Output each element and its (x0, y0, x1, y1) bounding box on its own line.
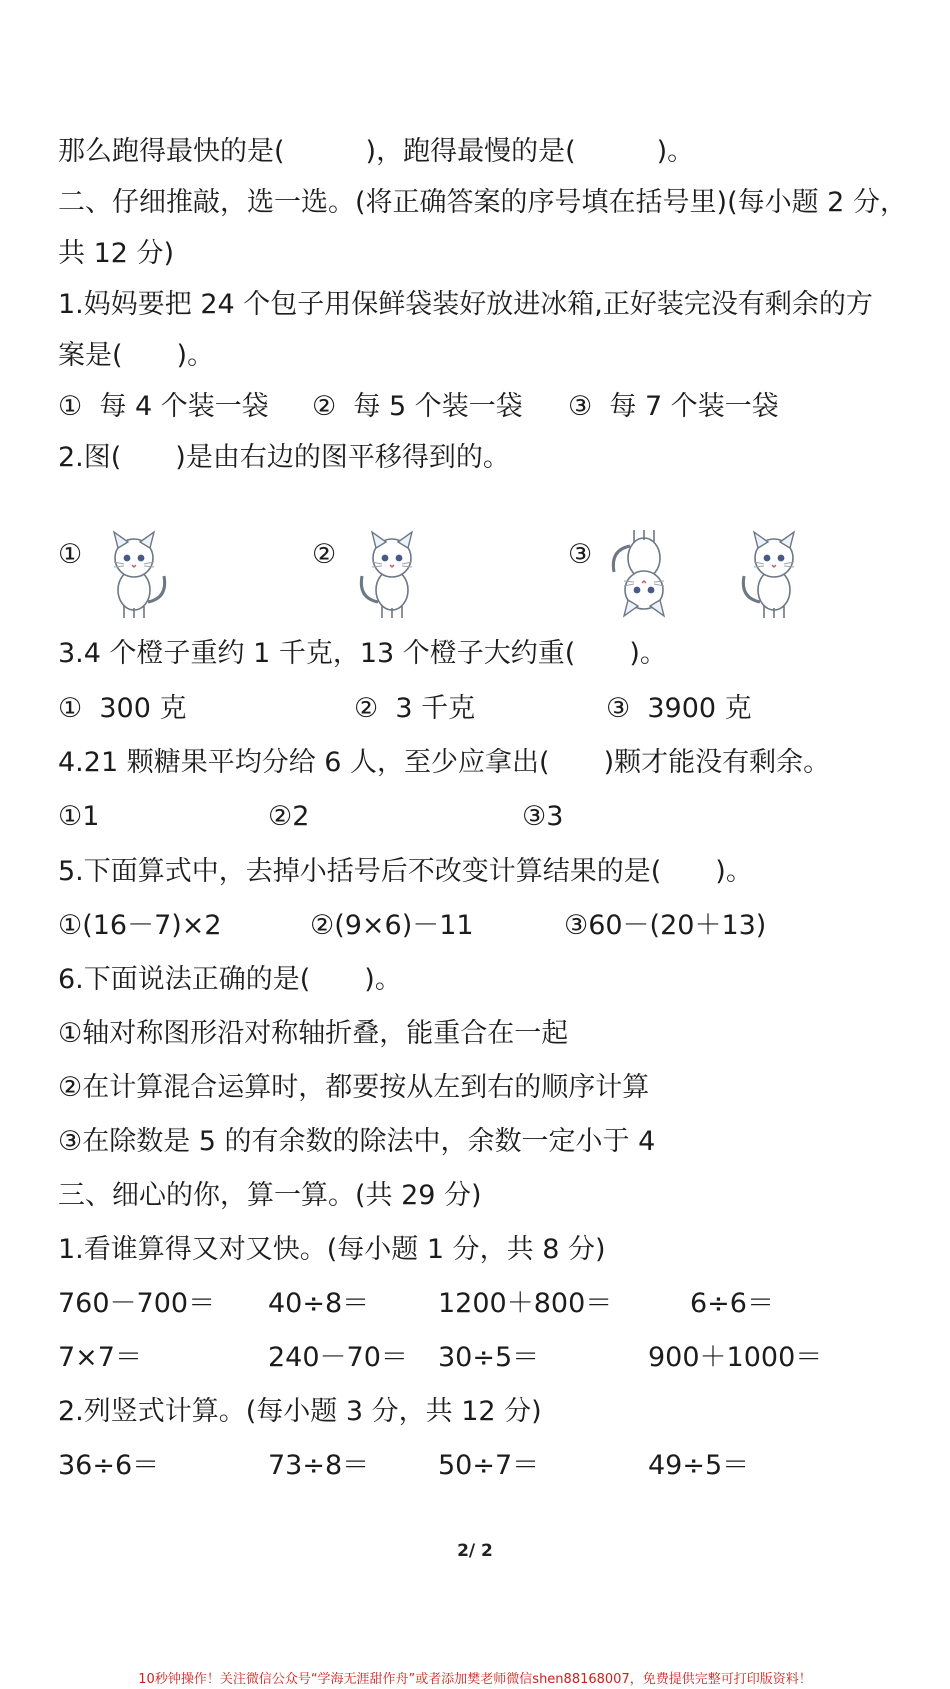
q4-option-2: ②2 (268, 801, 310, 832)
q4-option-3: ③3 (522, 801, 564, 832)
calc-item: 760－700＝ (58, 1288, 216, 1319)
calc-item: 40÷8＝ (268, 1288, 370, 1319)
q3-option-3: ③ 3900 克 (606, 693, 752, 724)
calc-item: 50÷7＝ (438, 1450, 540, 1481)
q2-option-3: ③ (568, 539, 593, 570)
q6-option-3: ③在除数是 5 的有余数的除法中，余数一定小于 4 (58, 1126, 656, 1157)
calc-item: 1200＋800＝ (438, 1288, 613, 1319)
q5-option-3: ③60－(20＋13) (564, 910, 767, 941)
q6-option-1: ①轴对称图形沿对称轴折叠，能重合在一起 (58, 1018, 569, 1049)
question-3: 3.4 个橙子重约 1 千克，13 个橙子大约重( )。 (58, 638, 667, 669)
page-number: 2/ 2 (457, 1541, 493, 1561)
cat-image-reference (734, 528, 814, 620)
q1-option-2: ② 每 5 个装一袋 (312, 391, 523, 422)
section-3-heading: 三、细心的你，算一算。(共 29 分) (58, 1180, 482, 1211)
section-2-heading: 二、仔细推敲，选一选。(将正确答案的序号填在括号里)(每小题 2 分， (58, 187, 907, 218)
question-4: 4.21 颗糖果平均分给 6 人，至少应拿出( )颗才能没有剩余。 (58, 747, 831, 778)
q2-option-1: ① (58, 539, 83, 570)
calc-item: 240－70＝ (268, 1342, 408, 1373)
q3-option-2: ② 3 千克 (354, 693, 476, 724)
q5-option-1: ①(16－7)×2 (58, 910, 222, 941)
cat-image-option-2 (352, 528, 432, 620)
question-1-cont: 案是( )。 (58, 340, 215, 371)
q1-option-1: ① 每 4 个装一袋 (58, 391, 269, 422)
q3-option-1: ① 300 克 (58, 693, 187, 724)
q4-option-1: ①1 (58, 801, 100, 832)
question-5: 5.下面算式中，去掉小括号后不改变计算结果的是( )。 (58, 856, 753, 887)
footer-notice: 10秒钟操作！关注微信公众号“学海无涯甜作舟”或者添加樊老师微信shen88168007，免费提供完整可打印版资料！ (138, 1672, 812, 1687)
section-3-question-1: 1.看谁算得又对又快。(每小题 1 分，共 8 分) (58, 1234, 606, 1265)
calc-item: 7×7＝ (58, 1342, 142, 1373)
question-continuation: 那么跑得最快的是( )，跑得最慢的是( )。 (58, 136, 695, 167)
calc-item: 49÷5＝ (648, 1450, 750, 1481)
cat-image-option-3-rotated (604, 528, 684, 620)
question-6: 6.下面说法正确的是( )。 (58, 964, 402, 995)
calc-item: 30÷5＝ (438, 1342, 540, 1373)
question-2: 2.图( )是由右边的图平移得到的。 (58, 442, 510, 473)
calc-item: 36÷6＝ (58, 1450, 160, 1481)
q2-option-2: ② (312, 539, 337, 570)
calc-item: 73÷8＝ (268, 1450, 370, 1481)
section-2-heading-cont: 共 12 分) (58, 238, 175, 269)
cat-image-option-1 (94, 528, 174, 620)
q1-option-3: ③ 每 7 个装一袋 (568, 391, 779, 422)
q6-option-2: ②在计算混合运算时，都要按从左到右的顺序计算 (58, 1072, 650, 1103)
q5-option-2: ②(9×6)－11 (310, 910, 474, 941)
calc-item: 6÷6＝ (690, 1288, 774, 1319)
question-1: 1.妈妈要把 24 个包子用保鲜袋装好放进冰箱,正好装完没有剩余的方 (58, 289, 873, 320)
section-3-question-2: 2.列竖式计算。(每小题 3 分，共 12 分) (58, 1396, 542, 1427)
calc-item: 900＋1000＝ (648, 1342, 823, 1373)
